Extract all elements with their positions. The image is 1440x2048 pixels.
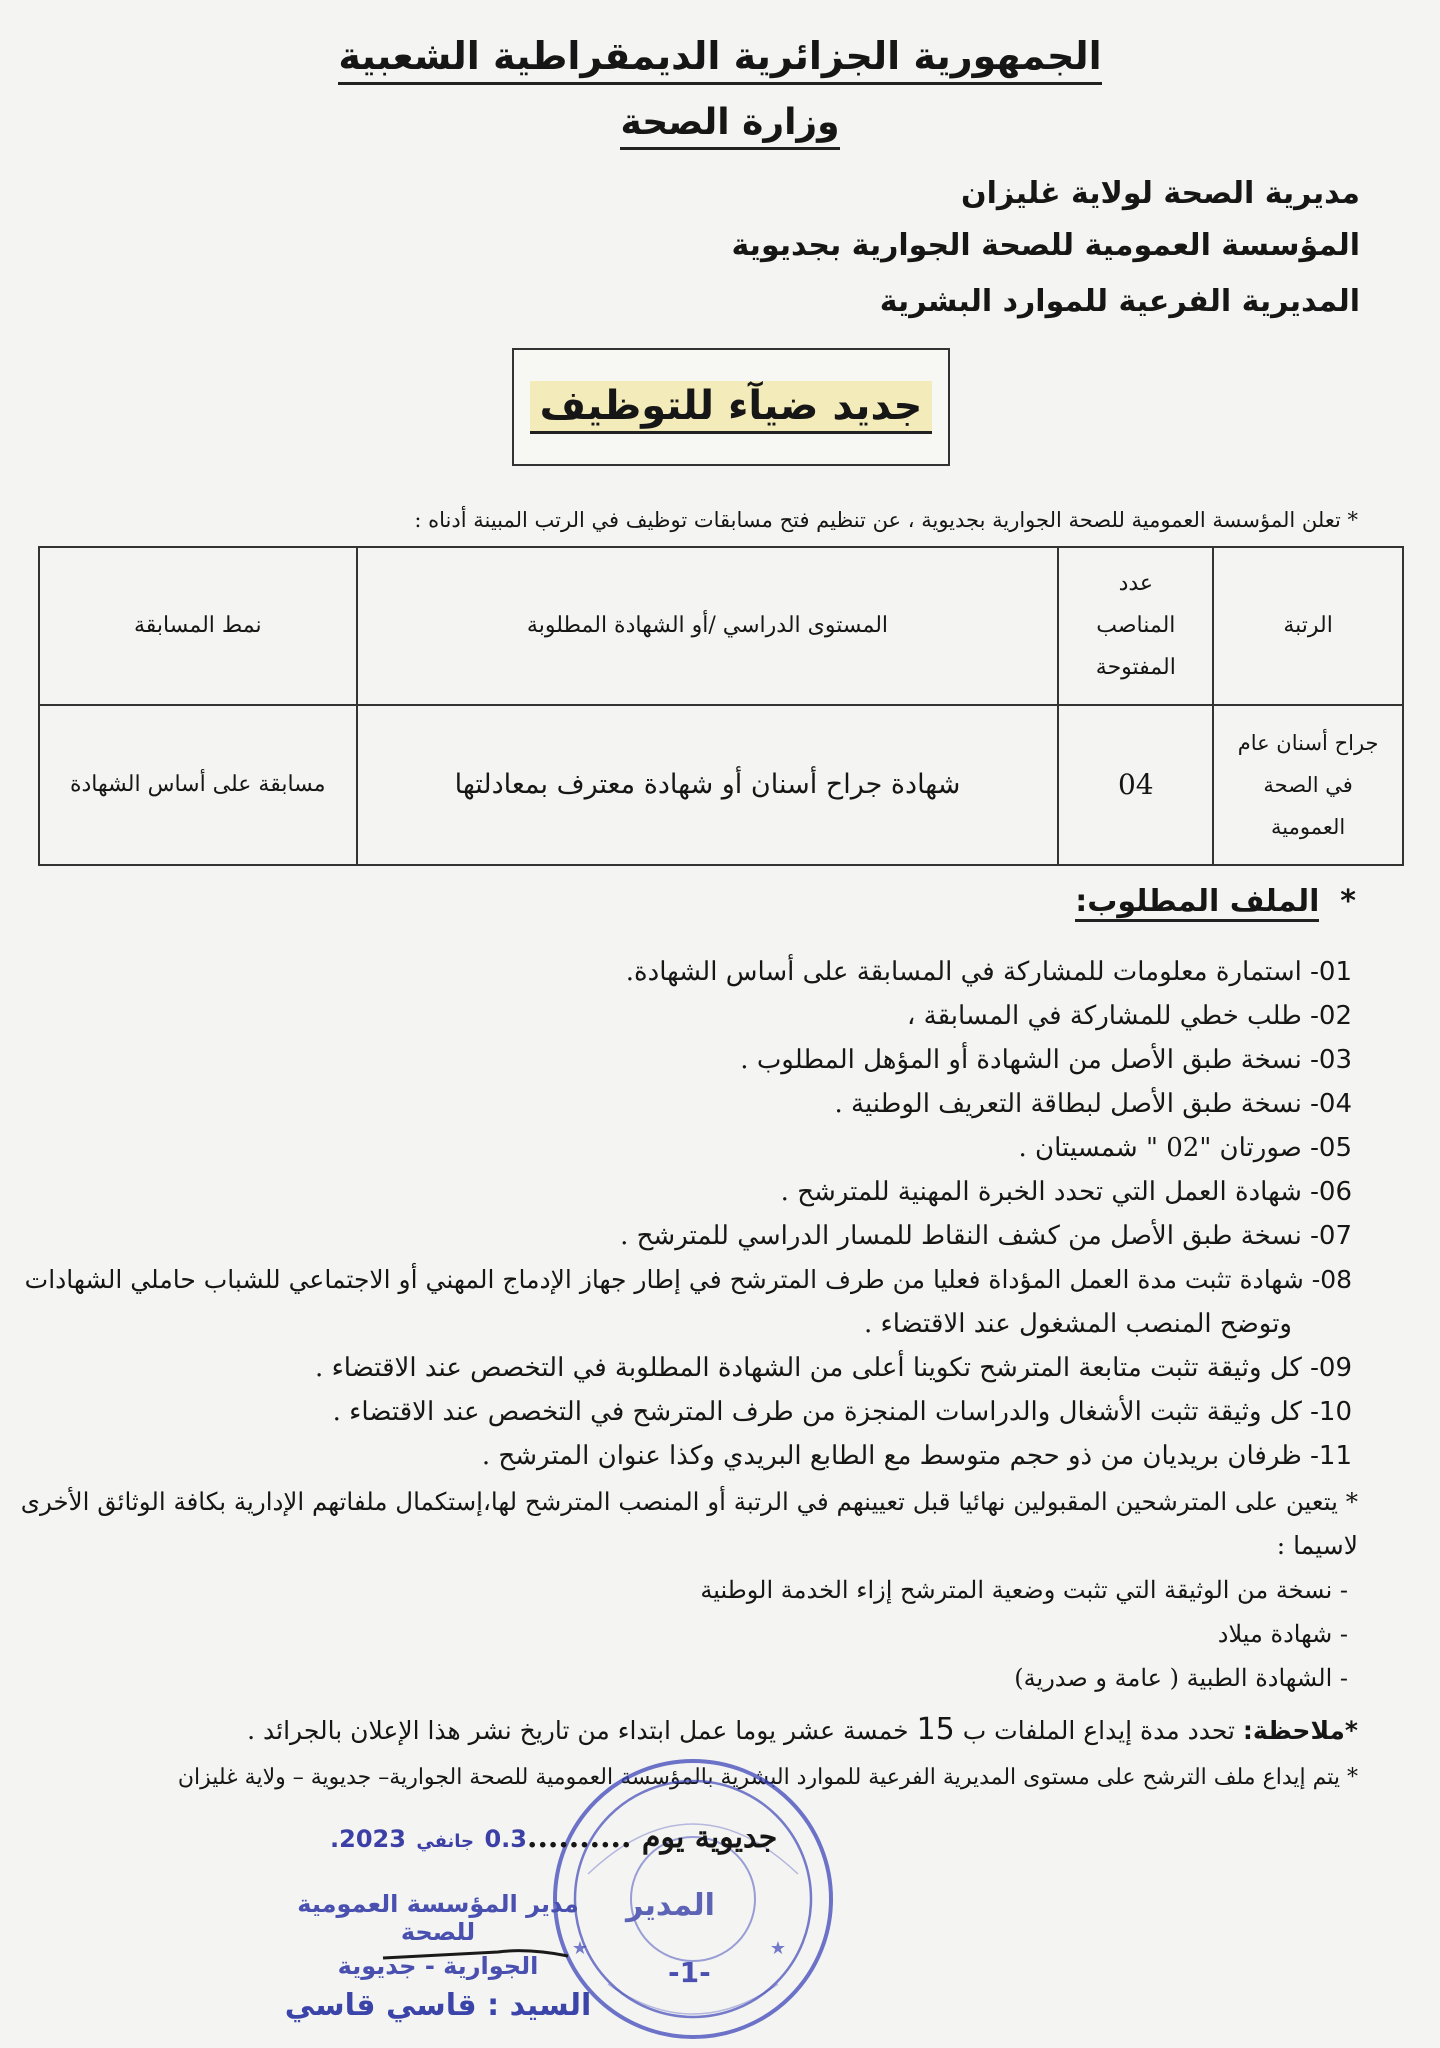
list-item: 08- شهادة تثبت مدة العمل المؤداة فعليا من طرف المترشح في إطار جهاز الإدماج المهني أو الاجتماعي للشباب حاملي الشهادات <box>24 1265 1352 1294</box>
cell-level: شهادة جراح أسنان أو شهادة معترف بمعادلتها <box>357 705 1059 865</box>
list-item: 06- شهادة العمل التي تحدد الخبرة المهنية للمترشح . <box>780 1177 1352 1207</box>
doc-item: - الشهادة الطبية ( عامة و صدرية) <box>1014 1664 1348 1692</box>
republic-header: الجمهورية الجزائرية الديمقراطية الشعبية <box>0 34 1440 78</box>
signature-block: مدير المؤسسة العمومية للصحة الجوارية - جديوية السيد : قاسي قاسي <box>284 1890 592 2023</box>
title-box <box>512 348 950 466</box>
admitted-candidates-note: * يتعين على المترشحين المقبولين نهائيا قبل تعيينهم في الرتبة أو المنصب المترشح لها،إستكمال ملفاتهم الإدارية بكافة الوثائق الأخرى لاسيما : - نسخة من الوثيقة التي تثبت وضعية المترشح إزاء الخدمة الوطنية - شهادة ميلاد - الشهادة الطبية ( عامة و صدرية) <box>18 1480 1358 1700</box>
table-header-row <box>39 547 1403 705</box>
header-level: المستوى الدراسي /أو الشهادة المطلوبة <box>357 547 1059 705</box>
positions-table <box>38 546 1404 866</box>
table-row <box>39 705 1403 865</box>
list-item: 07- نسخة طبق الأصل من كشف النقاط للمسار الدراسي للمترشح . <box>620 1221 1352 1251</box>
doc-item: - شهادة ميلاد <box>1217 1620 1348 1648</box>
list-item: 04- نسخة طبق الأصل لبطاقة التعريف الوطنية . <box>834 1089 1352 1119</box>
doc-item: - نسخة من الوثيقة التي تثبت وضعية المترشح إزاء الخدمة الوطنية <box>700 1576 1348 1604</box>
header-rank: الرتبة <box>1213 547 1403 705</box>
document-title: جديد ضيآء للتوظيف <box>530 381 933 434</box>
deadline-remark: *ملاحظة: تحدد مدة إيداع الملفات ب 15 خمسة عشر يوما عمل ابتداء من تاريخ نشر هذا الإعلان بالجرائد . <box>247 1712 1358 1747</box>
date-line: جديوية يوم ..........0.3 جانفي 2023. <box>330 1820 778 1855</box>
signature-scribble <box>378 1938 578 1968</box>
director-label: المدير <box>626 1888 715 1923</box>
list-item-continuation: وتوضح المنصب المشغول عند الاقتضاء . <box>863 1309 1292 1339</box>
list-item: 11- ظرفان بريديان من ذو حجم متوسط مع الطابع البريدي وكذا عنوان المترشح . <box>481 1441 1352 1471</box>
svg-text:★: ★ <box>769 1938 786 1959</box>
sub-directorate-header: المديرية الفرعية للموارد البشرية <box>879 284 1360 319</box>
required-file-list <box>24 950 1352 1478</box>
page-number: -1- <box>668 1956 711 1989</box>
cell-mode: مسابقة على أساس الشهادة <box>39 705 357 865</box>
required-file-heading: * الملف المطلوب: <box>1075 884 1356 919</box>
list-item: 01- استمارة معلومات للمشاركة في المسابقة على أساس الشهادة. <box>625 957 1352 987</box>
header-mode: نمط المسابقة <box>39 547 357 705</box>
cell-rank: جراح أسنان عام في الصحة العمومية <box>1213 705 1403 865</box>
establishment-header: المؤسسة العمومية للصحة الجوارية بجديوية <box>731 228 1360 263</box>
list-item: 09- كل وثيقة تثبت متابعة المترشح تكوينا أعلى من الشهادة المطلوبة في التخصص عند الاقتضاء . <box>315 1353 1352 1383</box>
cell-count: 04 <box>1058 705 1213 865</box>
header-count: عدد المناصب المفتوحة <box>1058 547 1213 705</box>
deposit-note: * يتم إيداع ملف الترشح على مستوى المديرية الفرعية للموارد البشرية بالمؤسسة العمومية للصحة الجوارية– جديوية – ولاية غليزان <box>177 1765 1358 1790</box>
list-item: 05- صورتان "02 " شمسيتان . <box>1018 1133 1352 1163</box>
ministry-header: وزارة الصحة <box>0 102 1440 143</box>
directorate-header: مديرية الصحة لولاية غليزان <box>961 176 1360 211</box>
list-item: 02- طلب خطي للمشاركة في المسابقة ، <box>906 1001 1352 1031</box>
list-item: 10- كل وثيقة تثبت الأشغال والدراسات المنجزة من طرف المترشح في التخصص عند الاقتضاء . <box>332 1397 1352 1427</box>
intro-text: * تعلن المؤسسة العمومية للصحة الجوارية بجديوية ، عن تنظيم فتح مسابقات توظيف في الرتب المبينة أدناه : <box>414 508 1358 532</box>
svg-text:★: ★ <box>571 1938 588 1959</box>
list-item: 03- نسخة طبق الأصل من الشهادة أو المؤهل المطلوب . <box>740 1045 1352 1075</box>
